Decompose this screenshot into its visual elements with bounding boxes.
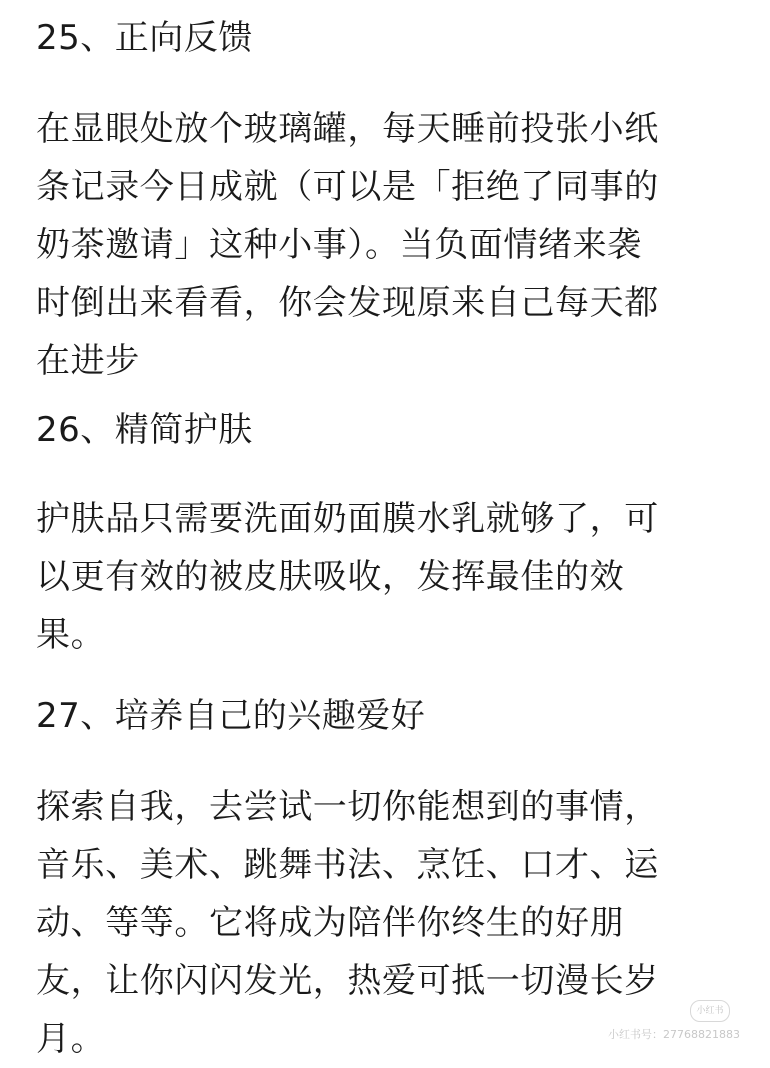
paragraph-line: 时倒出来看看，你会发现原来自己每天都 <box>36 283 659 323</box>
watermark-id-text: 小红书号：27768821883 <box>608 1028 740 1041</box>
paragraph-line: 在进步 <box>36 341 140 381</box>
section-25-paragraph <box>36 100 756 390</box>
paragraph-line: 以更有效的被皮肤吸收，发挥最佳的效 <box>36 557 625 597</box>
paragraph-line: 月。 <box>36 1019 106 1059</box>
paragraph-line: 探索自我，去尝试一切你能想到的事情， <box>36 787 659 827</box>
watermark-logo: 小红书 <box>690 1000 730 1022</box>
paragraph-line: 奶茶邀请」这种小事）。当负面情绪来袭 <box>36 225 642 265</box>
paragraph-line: 动、等等。它将成为陪伴你终生的好朋 <box>36 903 625 943</box>
section-27-heading: 27、培养自己的兴趣爱好 <box>36 696 426 736</box>
paragraph-line: 果。 <box>36 615 106 655</box>
paragraph-line: 音乐、美术、跳舞书法、烹饪、口才、运 <box>36 845 659 885</box>
section-26-paragraph <box>36 490 756 664</box>
paragraph-line: 在显眼处放个玻璃罐，每天睡前投张小纸 <box>36 109 659 149</box>
section-26-heading: 26、精简护肤 <box>36 410 253 450</box>
paragraph-line: 条记录今日成就（可以是「拒绝了同事的 <box>36 167 659 207</box>
section-25-heading: 25、正向反馈 <box>36 18 253 58</box>
section-27-paragraph <box>36 778 756 1068</box>
paragraph-line: 护肤品只需要洗面奶面膜水乳就够了，可 <box>36 499 659 539</box>
paragraph-line: 友，让你闪闪发光，热爱可抵一切漫长岁 <box>36 961 659 1001</box>
